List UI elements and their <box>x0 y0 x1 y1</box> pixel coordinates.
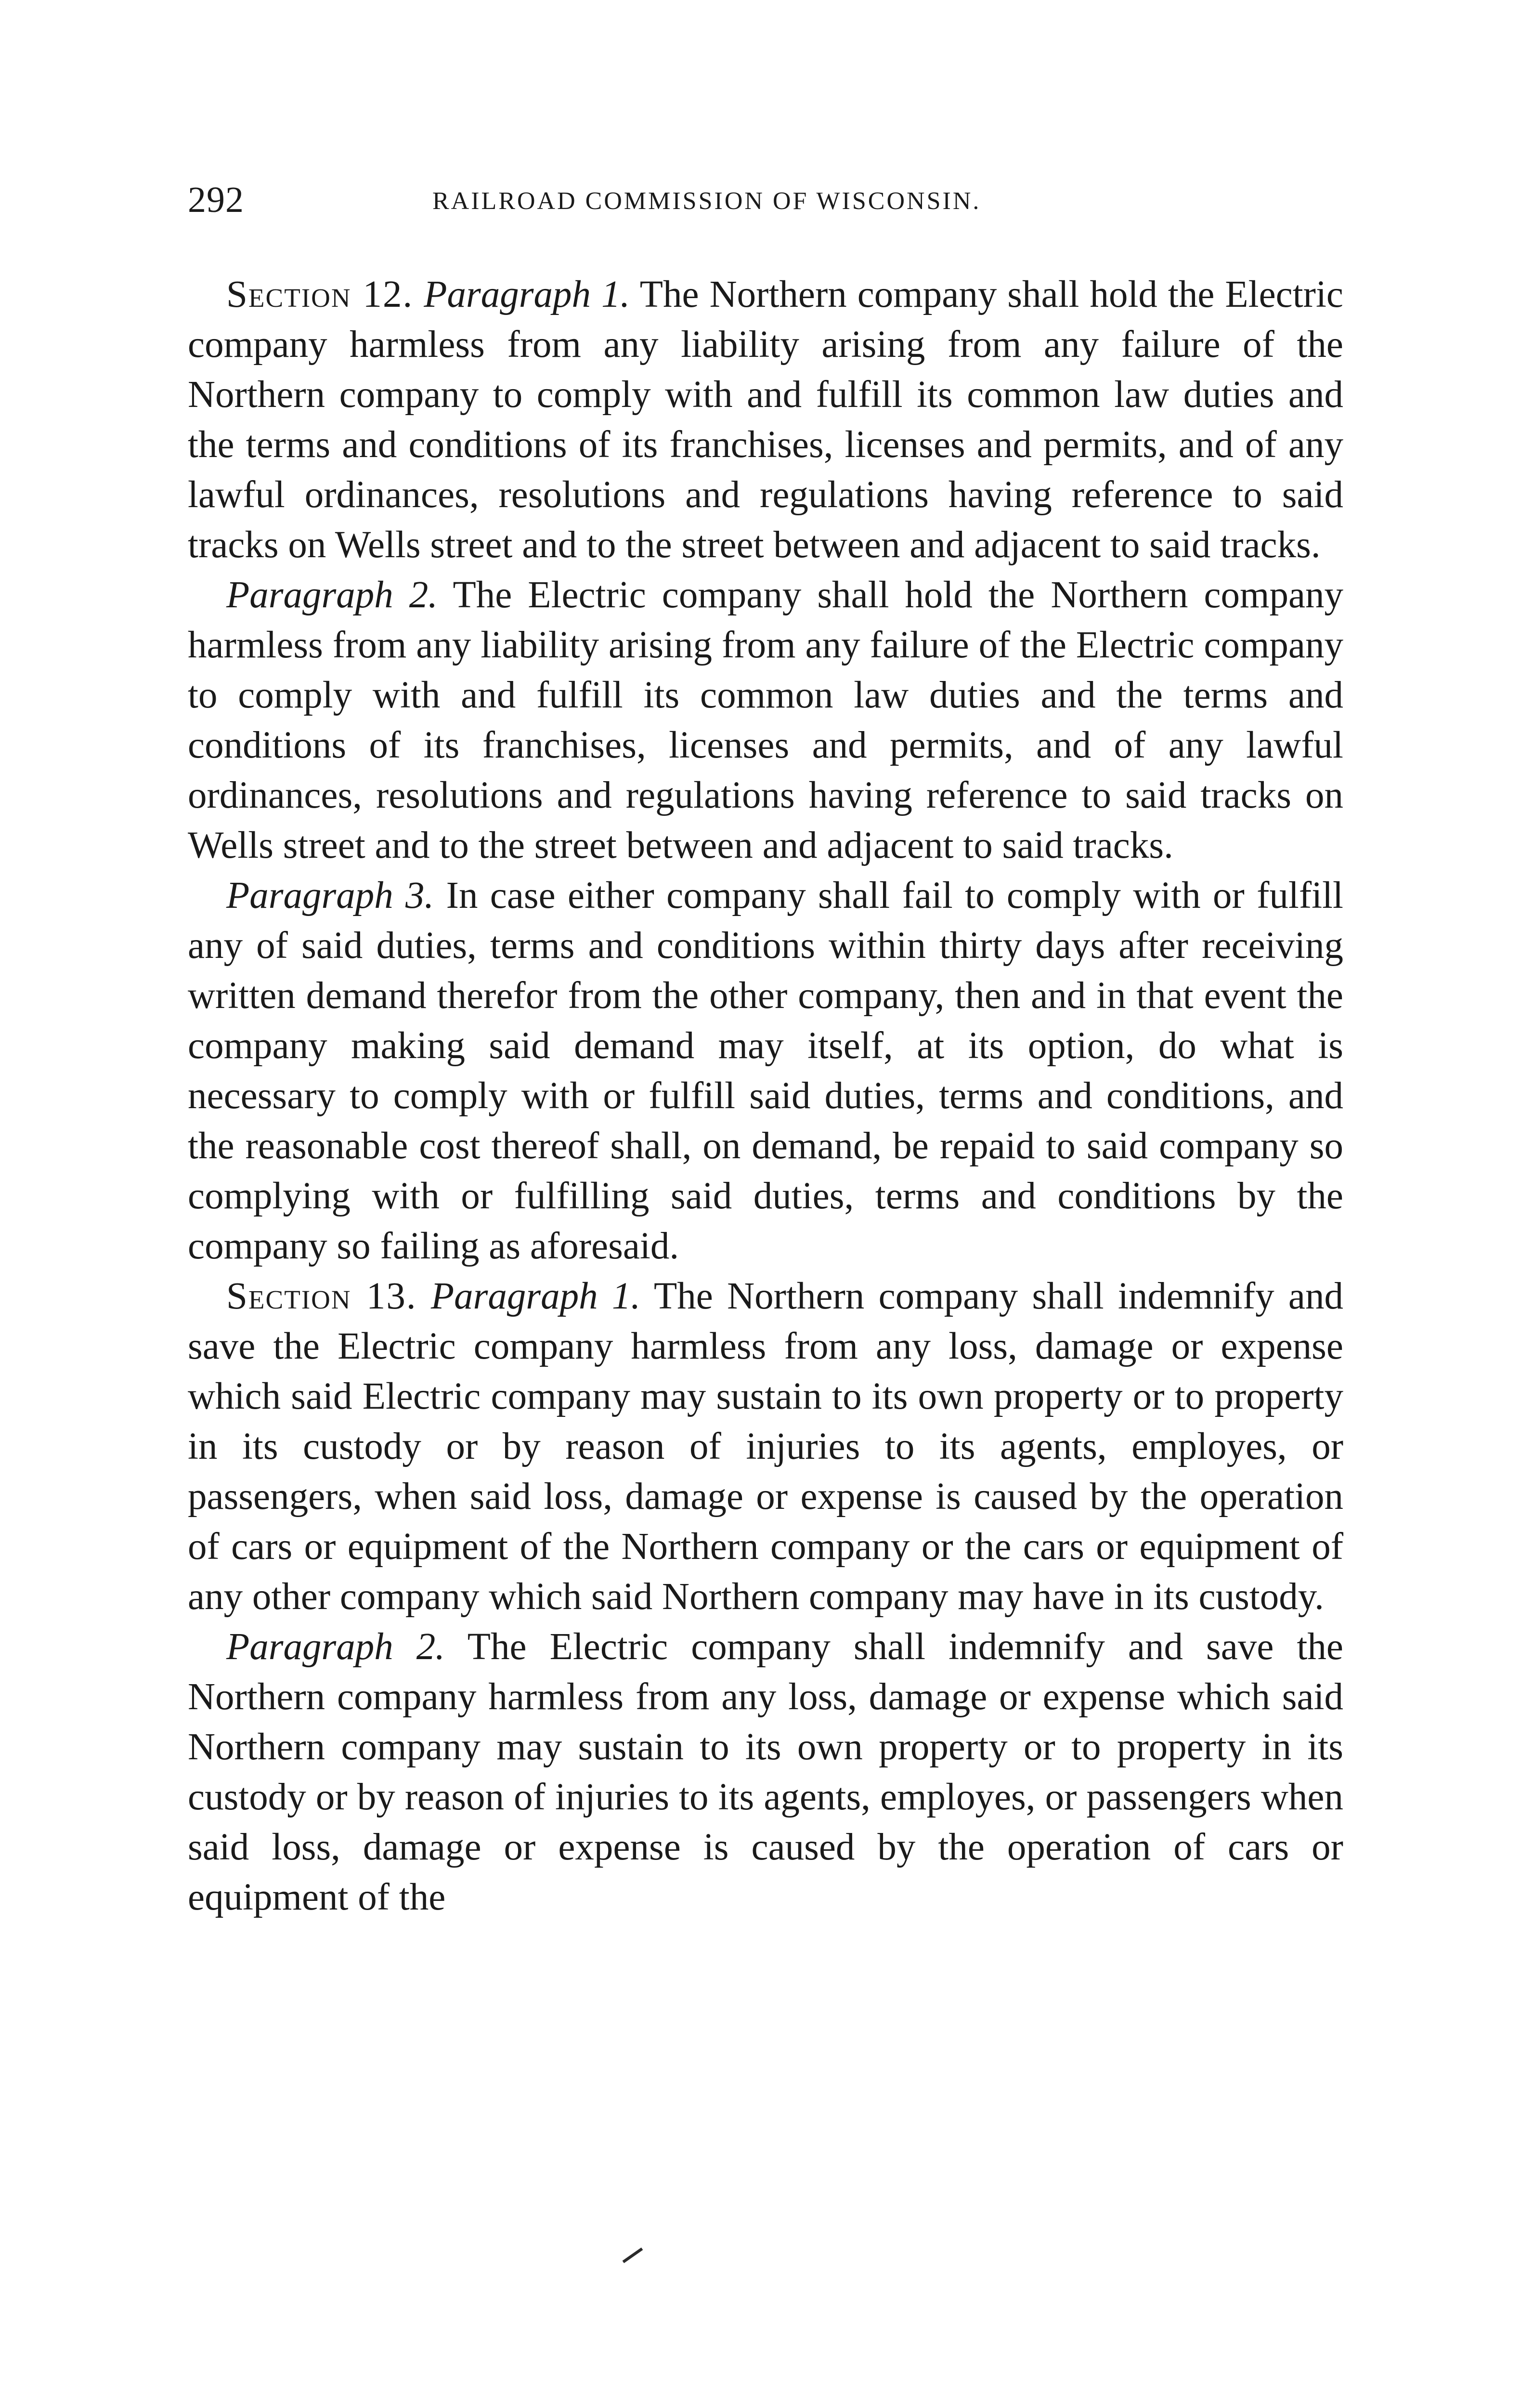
paragraph-label: Paragraph 1. <box>424 274 630 315</box>
stray-mark <box>623 2248 643 2263</box>
paragraph-label: Paragraph 2. <box>226 1626 445 1668</box>
section-label: Section 13. <box>226 1275 417 1317</box>
running-title: RAILROAD COMMISSION OF WISCONSIN. <box>432 187 981 215</box>
paragraph-section-13-1 <box>188 1271 1343 1622</box>
paragraph-text: The Electric company shall indemnify and save the Northern company harmless from any loss, damage or expense which said Northern company may sustain to its own property or to property in its custody or by reason of injuries to its agents, employes, or passengers when said loss, damage or expense is caused by the operation of cars or equipment of the <box>188 1626 1343 1918</box>
paragraph-label: Paragraph 2. <box>226 574 438 616</box>
paragraph-text: The Northern company shall hold the Electric company harmless from any liability arising from any failure of the Northern company to comply with and fulfill its common law duties and the terms and conditions of its franchises, licenses and permits, and of any lawful ordinances, resolutions and regulations having reference to said tracks on Wells street and to the street between and adjacent to said tracks. <box>188 274 1343 566</box>
paragraph-label: Paragraph 3. <box>226 875 434 916</box>
body-text <box>188 270 1343 1923</box>
page-number: 292 <box>188 180 244 220</box>
paragraph-text: The Electric company shall hold the Northern company harmless from any liability arising from any failure of the Electric company to comply with and fulfill its common law duties and the terms and conditions of its franchises, licenses and permits, and of any lawful ordinances, resolutions and regulations having reference to said tracks on Wells street and to the street between and adjacent to said tracks. <box>188 574 1344 866</box>
paragraph-text: In case either company shall fail to comply with or fulfill any of said duties, terms and conditions within thirty days after receiving written demand therefor from the other company, then and in that event the company making said demand may itself, at its option, do what is necessary to comply with or fulfill said duties, terms and conditions, and the reasonable cost thereof shall, on demand, be repaid to said company so complying with or fulfilling said duties, terms and conditions by the company so failing as aforesaid. <box>188 875 1343 1267</box>
paragraph-section-12-2 <box>188 570 1343 871</box>
paragraph-section-12-1 <box>188 270 1343 570</box>
paragraph-section-12-3 <box>188 871 1343 1271</box>
paragraph-text: The Northern company shall indemnify and save the Electric company harmless from any loss, damage or expense which said Electric company may sustain to its own property or to property in its custody or by reason of injuries to its agents, employes, or passengers, when said loss, damage or expense is caused by the operation of cars or equipment of the Northern company or the cars or equipment of any other company which said Northern company may have in its custody. <box>188 1275 1343 1618</box>
paragraph-label: Paragraph 1. <box>430 1275 641 1317</box>
page-header <box>188 179 1353 222</box>
paragraph-section-13-2 <box>188 1622 1343 1923</box>
section-label: Section 12. <box>226 274 414 315</box>
